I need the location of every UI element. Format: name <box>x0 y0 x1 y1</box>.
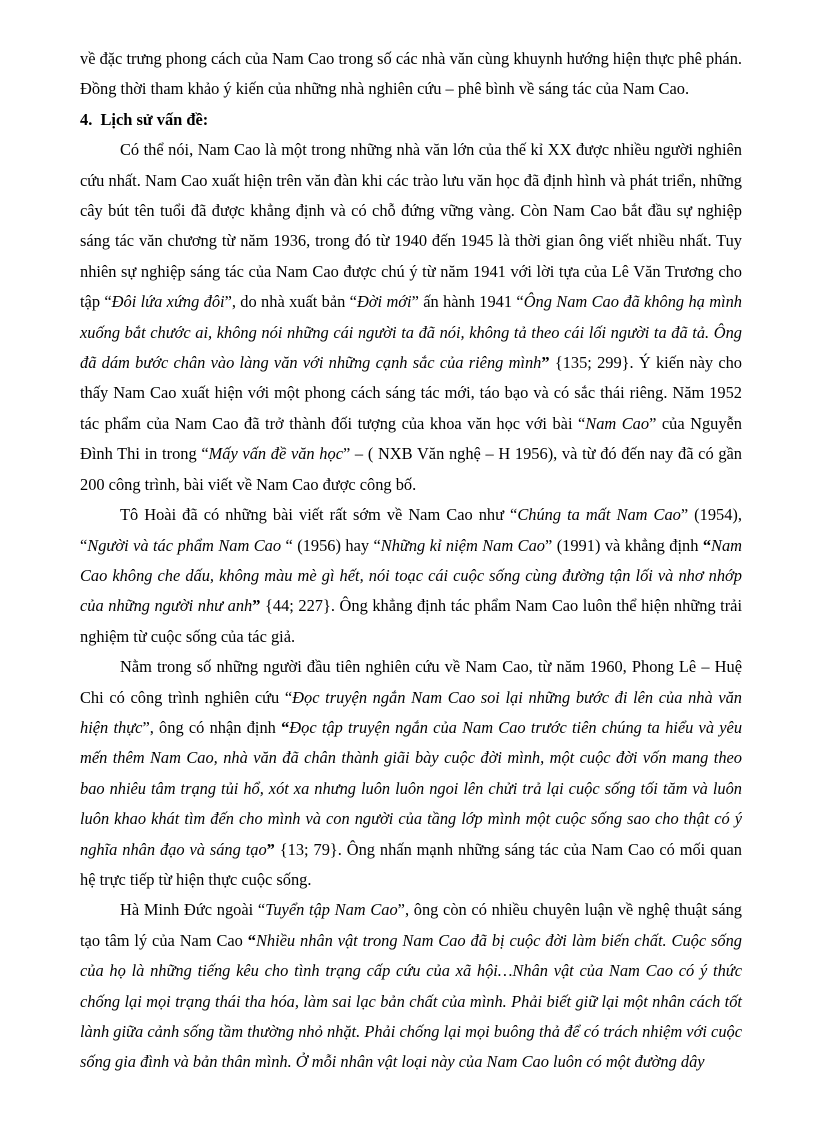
text-run: ”, ông còn có nhiều chuyên luận về nghệ thuật sáng tạo tâm lý của Nam Cao <box>80 900 742 950</box>
article-title: Chúng ta mất Nam Cao <box>517 505 681 525</box>
text-run: ”, do nhà xuất bản “ <box>224 292 357 312</box>
text-run: ” ấn hành 1941 “ <box>411 292 524 312</box>
article-title: Người và tác phẩm Nam Cao <box>87 535 282 555</box>
quote-close: ” <box>266 839 275 859</box>
quote-close: ” <box>541 353 550 373</box>
quotation: Nhiều nhân vật trong Nam Cao đã bị cuộc đời làm biến chất. Cuộc sống của họ là những tiếng kêu cho tình trạng cấp cứu của xã hội…Nhân vật của Nam Cao có ý thức chống lại mọi trạng thái tha hóa, làm sai lạc bản chất của mình. Phải biết giữ lại một nhân cách tốt lành giữa cảnh sống tầm thường nhỏ nhặt. Phải chống lại mọi buông thả để có trách nhiệm với cuộc sống gia đình và bản thân mình. Ở mỗi nhân vật loại này của Nam Cao luôn có một đường dây <box>80 930 742 1072</box>
paragraph-phong-le <box>80 652 742 895</box>
text-run: {135; 299}. Ý kiến này cho thấy Nam Cao xuất hiện với một phong cách sáng tác mới, táo bạo và có sắc thái riêng. Năm 1952 tác phẩm của Nam Cao đã trở thành đối tượng của khoa văn học với bài “ <box>80 353 743 433</box>
book-title: Tuyển tập Nam Cao <box>265 900 398 920</box>
text-run: Tô Hoài đã có những bài viết rất sớm về Nam Cao như “ <box>120 505 518 525</box>
text-run: ” (1991) và khẳng định <box>544 535 703 555</box>
paragraph-history-intro <box>80 135 742 500</box>
text-run: Có thể nói, Nam Cao là một trong những nhà văn lớn của thế kỉ XX được nhiều người nghiên cứu nhất. Nam Cao xuất hiện trên văn đàn khi các trào lưu văn học đã định hình và phát triển, những cây bút tên tuổi đã được khẳng định và có chỗ đứng vững vàng. Còn Nam Cao bắt đầu sự nghiệp sáng tác văn chương từ năm 1936, trong đó từ 1940 đến 1945 là thời gian ông viết nhiều nhất. Tuy nhiên sự nghiệp sáng tác của Nam Cao được chú ý từ năm 1941 với lời tựa của Lê Văn Trương cho tập “ <box>80 140 742 312</box>
text-run: ” (1954), “ <box>80 505 742 555</box>
section-number: 4. <box>80 109 93 129</box>
text-run: ” của Nguyễn Đình Thi in trong “ <box>80 413 743 464</box>
quotation: Ông Nam Cao đã không hạ mình xuống bắt chước ai, không nói những cái người ta đã nói, không tả theo cái lối người ta đã tả. Ông đã dám bước chân vào làng văn với những cạnh sắc của riêng mình <box>80 292 743 373</box>
book-title: Đôi lứa xứng đôi <box>111 292 225 312</box>
text-run: “ (1956) hay “ <box>281 535 381 555</box>
paragraph-continuation <box>80 44 742 105</box>
article-title: Những kỉ niệm Nam Cao <box>380 535 545 555</box>
text-run: {44; 227}. Ông khẳng định tác phẩm Nam Cao luôn thể hiện những trải nghiệm từ cuộc sống của tác giả. <box>80 596 742 646</box>
text-run: Nằm trong số những người đầu tiên nghiên cứu về Nam Cao, từ năm 1960, Phong Lê – Huệ Chi có công trình nghiên cứu “ <box>80 657 742 707</box>
text-run: {13; 79}. Ông nhấn mạnh những sáng tác của Nam Cao có mối quan hệ trực tiếp từ hiện thực cuộc sống. <box>80 839 742 889</box>
section-heading <box>80 105 742 135</box>
quotation: Đọc tập truyện ngắn của Nam Cao trước tiên chúng ta hiểu và yêu mến thêm Nam Cao, nhà văn đã chân thành giãi bày cuộc đời mình, một cuộc đời vốn mang theo bao nhiêu tâm trạng tủi hổ, xót xa nhưng luôn luôn ngoi lên chửi trả lại cuộc sống tối tăm và luôn luôn khao khát tìm đến cho mình và con người của tầng lớp mình một cuộc sống sao cho thật có ý nghĩa nhân đạo và sáng tạo <box>80 717 743 859</box>
paragraph-ha-minh-duc <box>80 895 742 1077</box>
section-colon: : <box>202 109 209 129</box>
publisher-name: Đời mới <box>356 292 412 312</box>
quote-open: “ <box>281 717 290 737</box>
quote-close: ” <box>252 596 261 616</box>
work-title: Đọc truyện ngắn Nam Cao soi lại những bước đi lên của nhà văn hiện thực <box>80 687 742 737</box>
quote-open: “ <box>702 535 712 555</box>
paragraph-to-hoai <box>80 500 742 652</box>
quote-open: “ <box>247 930 256 950</box>
text-run: Hà Minh Đức ngoài “ <box>120 900 266 920</box>
quotation: Nam Cao không che dấu, không màu mè gì hết, nói toạc cái cuộc sống cùng đường tận lối và nhơ nhớp của những người như anh <box>80 535 743 616</box>
section-title: Lịch sử vấn đề <box>100 109 203 129</box>
paragraph-text: về đặc trưng phong cách của Nam Cao trong số các nhà văn cùng khuynh hướng hiện thực phê phán. Đồng thời tham khảo ý kiến của những nhà nghiên cứu – phê bình về sáng tác của Nam Cao. <box>80 49 742 99</box>
book-title: Mấy vấn đề văn học <box>208 444 343 464</box>
text-run: ”, ông có nhận định <box>142 717 282 737</box>
article-title: Nam Cao <box>585 413 650 433</box>
text-run: ” – ( NXB Văn nghệ – H 1956), và từ đó đến nay đã có gần 200 công trình, bài viết về Nam Cao được công bố. <box>80 444 742 494</box>
